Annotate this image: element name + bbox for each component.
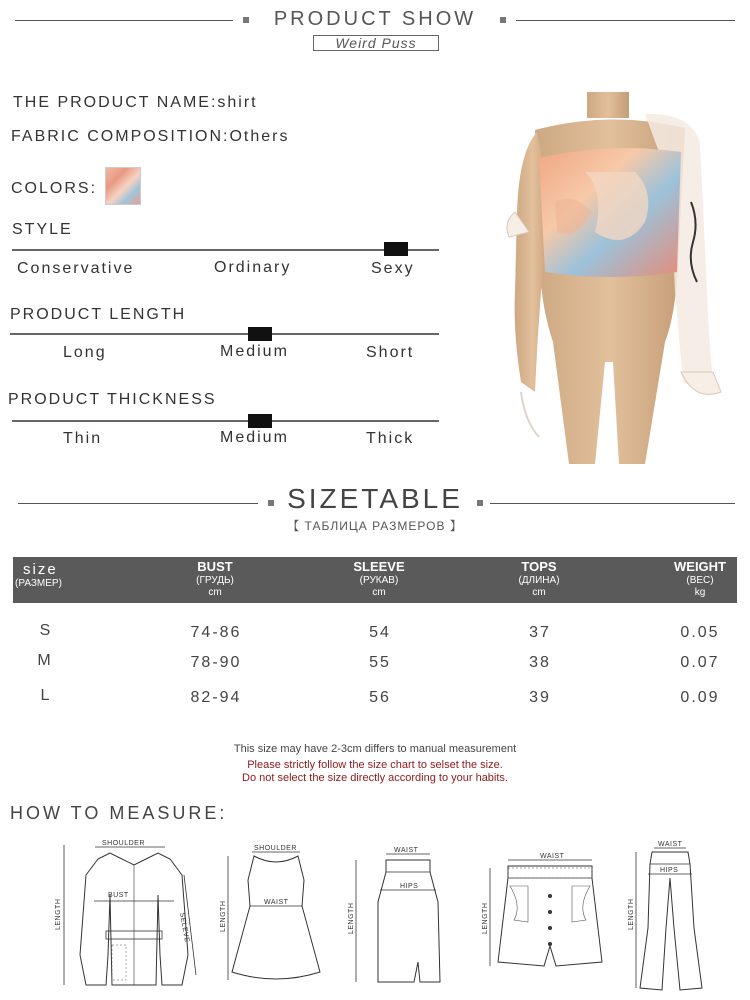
jacket-shoulder-label: SHOULDER: [102, 840, 145, 847]
bust-cell: 78-90: [190, 654, 242, 671]
shorts-length-label: LENGTH: [482, 902, 489, 934]
dress-shoulder-label: SHOULDER: [254, 845, 297, 852]
product-name: THE PRODUCT NAME:shirt: [13, 94, 258, 111]
how-to-measure-title: HOW TO MEASURE:: [10, 803, 228, 823]
size-warning-line-2: Do not select the size directly according to your habits.: [242, 772, 508, 784]
pants-waist-label: WAIST: [658, 841, 683, 848]
style-marker: [384, 242, 408, 256]
jacket-bust-label: BUST: [108, 892, 129, 899]
skirt-length-label: LENGTH: [348, 902, 355, 934]
skirt-hips-label: HIPS: [400, 883, 419, 890]
jacket-sleeve-label: SELEVE: [178, 912, 191, 944]
product-photo[interactable]: [495, 92, 735, 464]
header-size: size (РАЗМЕР): [15, 561, 62, 589]
thickness-option-thick: Thick: [366, 430, 415, 447]
fabric-composition: FABRIC COMPOSITION:Others: [11, 128, 290, 145]
header-rule-right: [516, 20, 735, 21]
page-title: PRODUCT SHOW: [273, 8, 477, 30]
weight-cell: 0.09: [680, 689, 720, 706]
size-cell: M: [37, 652, 53, 669]
sleeve-cell: 56: [369, 689, 391, 706]
length-option-long: Long: [63, 344, 107, 361]
size-cell: L: [40, 687, 52, 704]
pants-length-label: LENGTH: [628, 898, 635, 930]
thickness-scale: [12, 420, 439, 422]
brand-name: Weird Puss: [313, 35, 439, 51]
measurement-note: This size may have 2-3cm differs to manual measurement: [233, 743, 517, 755]
pants-hips-label: HIPS: [660, 867, 679, 874]
header-weight: WEIGHT (ВЕС) kg: [674, 559, 726, 598]
length-option-short: Short: [366, 344, 415, 361]
shorts-waist-label: WAIST: [540, 853, 565, 860]
style-option-sexy: Sexy: [371, 260, 415, 277]
sizetable-rule-right: [490, 503, 735, 504]
tops-cell: 39: [529, 689, 551, 706]
weight-cell: 0.05: [680, 624, 720, 641]
jacket-length-label: LENGTH: [55, 898, 62, 930]
header-square-right: [500, 17, 506, 23]
sizetable-square-right: [477, 500, 483, 506]
sleeve-cell: 55: [369, 654, 391, 671]
dress-measure-diagram: [216, 840, 326, 990]
length-scale: [10, 333, 439, 335]
dress-waist-label: WAIST: [264, 899, 289, 906]
size-warning-line-1: Please strictly follow the size chart to selset the size.: [247, 759, 503, 771]
dress-length-label: LENGTH: [220, 900, 227, 932]
thickness-option-thin: Thin: [63, 430, 103, 447]
color-swatch[interactable]: [105, 167, 141, 205]
header-sleeve: SLEEVE (РУКАВ) cm: [353, 559, 405, 598]
size-cell: S: [39, 622, 53, 639]
length-label: PRODUCT LENGTH: [10, 306, 187, 323]
tops-cell: 38: [529, 654, 551, 671]
jacket-measure-diagram: [50, 835, 200, 995]
skirt-waist-label: WAIST: [394, 847, 419, 854]
header-bust: BUST (ГРУДЬ) cm: [196, 559, 234, 598]
length-marker: [248, 327, 272, 341]
sizetable-title: SIZETABLE: [287, 483, 463, 514]
size-warning: [0, 759, 750, 785]
tops-cell: 37: [529, 624, 551, 641]
pants-measure-diagram: [624, 838, 724, 998]
weight-cell: 0.07: [680, 654, 720, 671]
bust-cell: 82-94: [190, 689, 242, 706]
style-scale: [12, 249, 439, 251]
sleeve-cell: 54: [369, 624, 391, 641]
length-option-medium: Medium: [220, 343, 289, 360]
thickness-option-medium: Medium: [220, 429, 289, 446]
style-option-ordinary: Ordinary: [214, 259, 292, 276]
style-option-conservative: Conservative: [17, 260, 135, 277]
size-table-header: [13, 557, 737, 603]
colors-label: COLORS:: [11, 180, 98, 197]
thickness-marker: [248, 414, 272, 428]
bust-cell: 74-86: [190, 624, 242, 641]
shorts-measure-diagram: [478, 846, 608, 976]
style-label: STYLE: [12, 221, 73, 238]
sizetable-subtitle: 【 ТАБЛИЦА РАЗМЕРОВ 】: [287, 519, 463, 533]
skirt-measure-diagram: [342, 842, 452, 992]
thickness-label: PRODUCT THICKNESS: [8, 391, 217, 408]
header-tops: TOPS (ДЛИНА) cm: [518, 559, 560, 598]
